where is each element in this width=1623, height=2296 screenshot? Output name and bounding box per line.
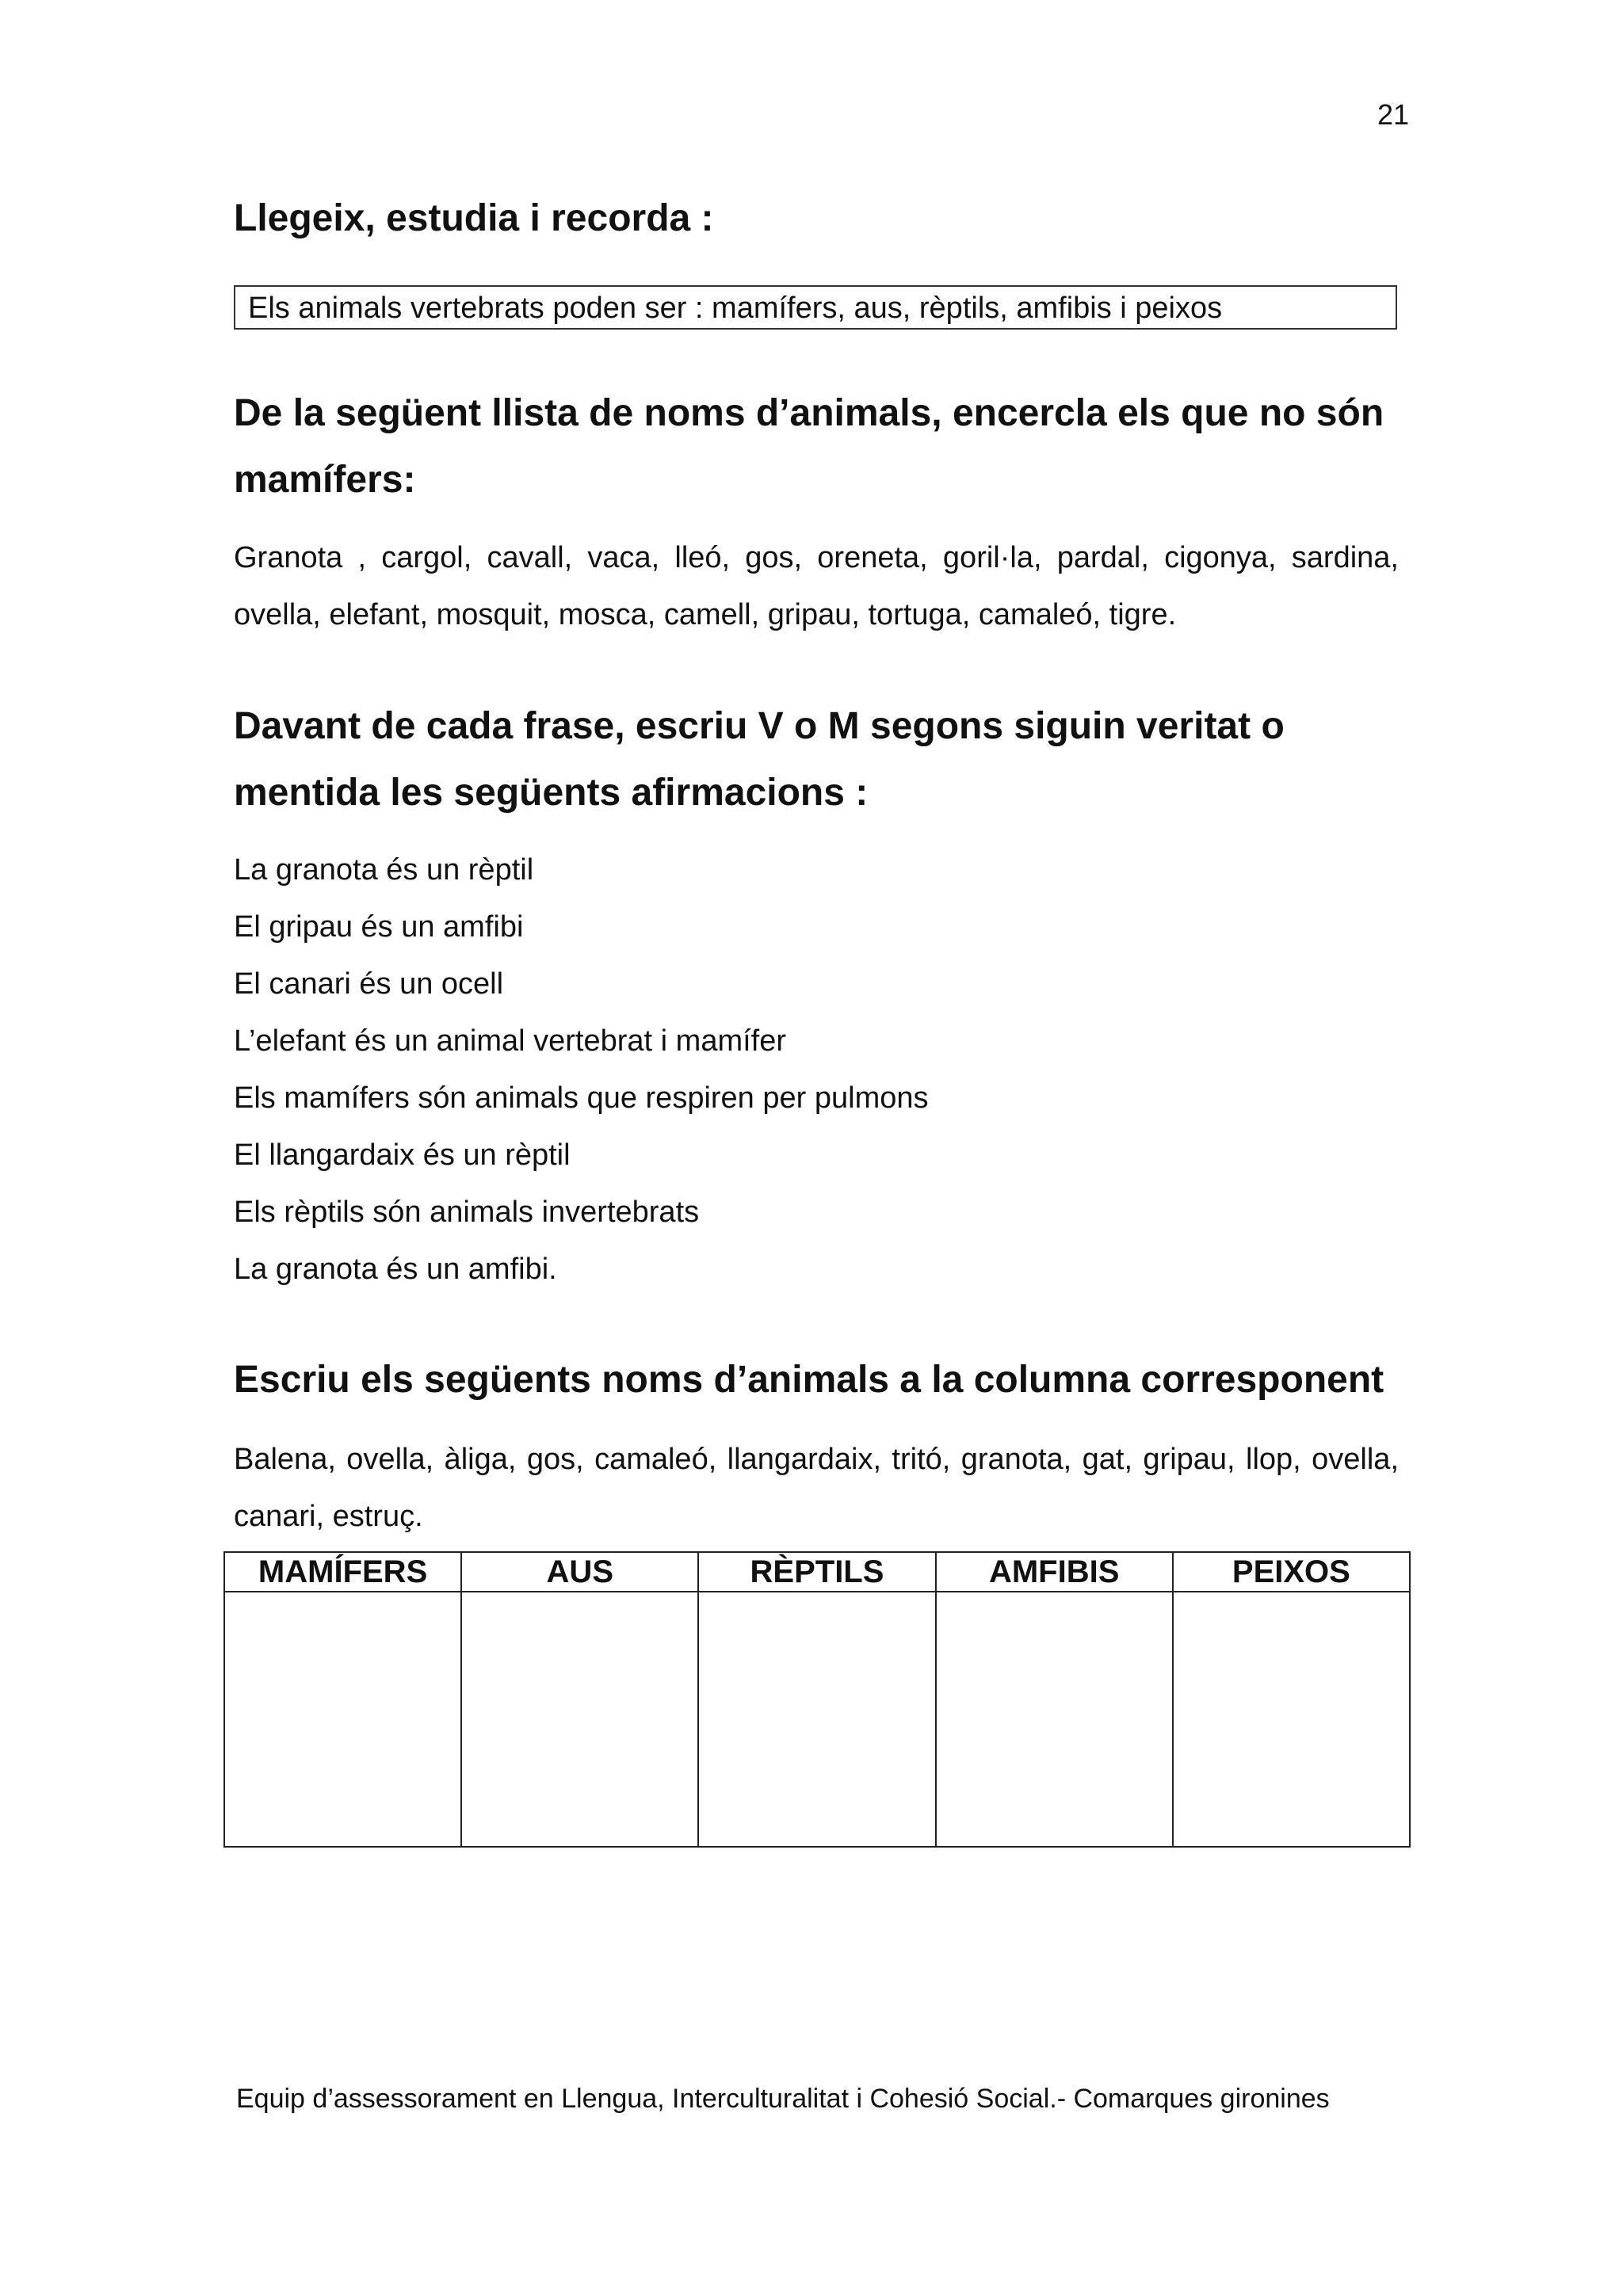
table-header-row	[224, 1552, 1410, 1592]
page-footer: Equip d’assessorament en Llengua, Interculturalitat i Cohesió Social.- Comarques gironines	[236, 2084, 1330, 2114]
answer-cell-mamifers[interactable]	[224, 1592, 461, 1847]
statement-item: El gripau és un amfibi	[234, 910, 524, 944]
statement-item: Els rèptils són animals invertebrats	[234, 1196, 700, 1229]
section-heading-circle-non-mammals: De la següent llista de noms d’animals, encercla els que no són mamífers:	[234, 392, 1384, 501]
column-header-aus: AUS	[461, 1552, 698, 1592]
table-row	[224, 1592, 1410, 1847]
answer-cell-amfibis[interactable]	[936, 1592, 1173, 1847]
answer-cell-aus[interactable]	[461, 1592, 698, 1847]
statement-item: El llangardaix és un rèptil	[234, 1138, 571, 1172]
column-header-amfibis: AMFIBIS	[936, 1552, 1173, 1592]
statement-list	[234, 841, 929, 1298]
statement-item: Els mamífers són animals que respiren per pulmons	[234, 1081, 929, 1115]
statement-item: L’elefant és un animal vertebrat i mamífer	[234, 1024, 787, 1058]
section-heading-read-study: Llegeix, estudia i recorda :	[234, 197, 714, 239]
answer-cell-reptils[interactable]	[698, 1592, 935, 1847]
classification-table	[223, 1551, 1411, 1848]
animal-list-text: Granota , cargol, cavall, vaca, lleó, gos, oreneta, goril·la, pardal, cigonya, sardina, ovella, elefant, mosquit, mosca, camell, gripau, tortuga, camaleó, tigre.	[234, 541, 1399, 631]
column-header-reptils: RÈPTILS	[698, 1552, 935, 1592]
section-heading-sort-animals: Escriu els següents noms d’animals a la columna corresponent	[234, 1359, 1384, 1401]
column-header-peixos: PEIXOS	[1173, 1552, 1410, 1592]
statement-item: El canari és un ocell	[234, 967, 504, 1001]
column-header-mamifers: MAMÍFERS	[224, 1552, 461, 1592]
section-heading-true-false: Davant de cada frase, escriu V o M segons siguin veritat o mentida les següents afirmacions :	[234, 705, 1285, 814]
animals-to-sort-text: Balena, ovella, àliga, gos, camaleó, llangardaix, tritó, granota, gat, gripau, llop, ovella, canari, estruç.	[234, 1443, 1399, 1533]
statement-item: La granota és un rèptil	[234, 853, 534, 887]
answer-cell-peixos[interactable]	[1173, 1592, 1410, 1847]
statement-item: La granota és un amfibi.	[234, 1253, 557, 1286]
vertebrates-info-box: Els animals vertebrats poden ser : mamífers, aus, rèptils, amfibis i peixos	[234, 285, 1397, 330]
page-number: 21	[1377, 98, 1409, 131]
